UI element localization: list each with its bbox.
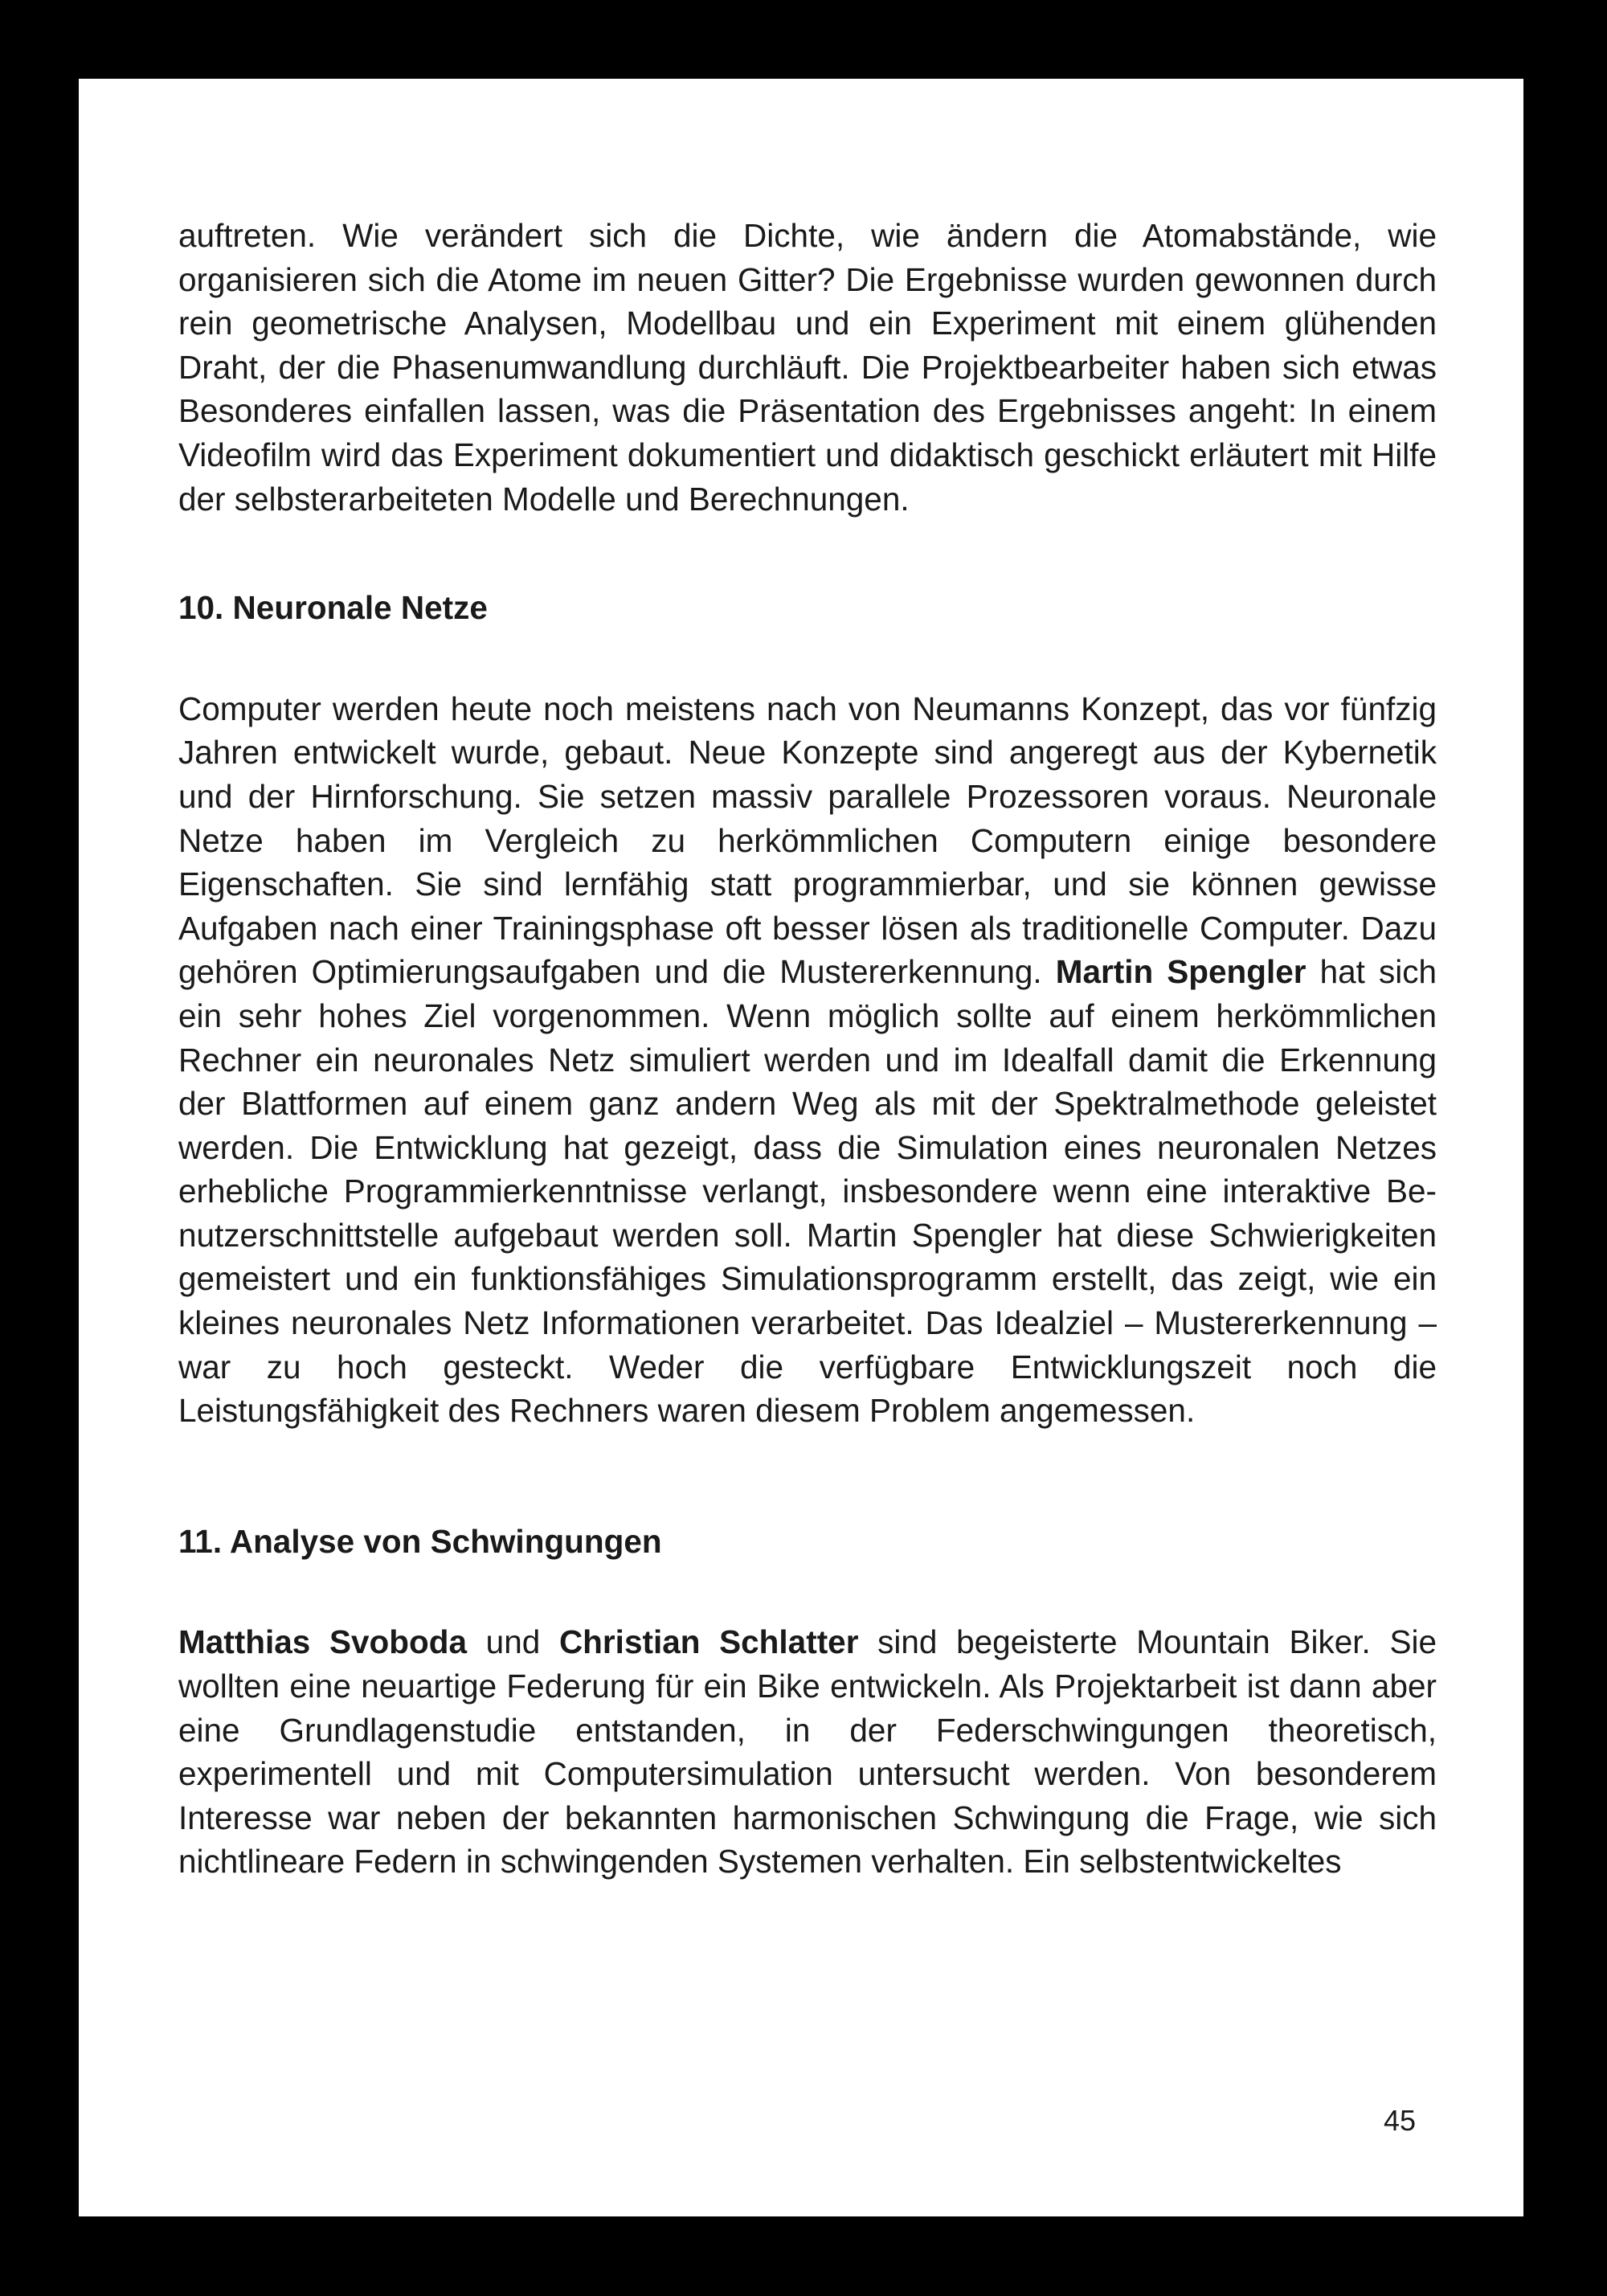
section-11-text: sind begeisterte Mountain Biker. Sie wollten eine neuartige Federung für ein Bike entwickeln. Als Projektarbeit ist dann aber eine Grundlagenstudie entstanden, in der Federschwingungen theoretisch, experimentell und mit Computersimulation untersucht werden. Von besonderem Interesse war neben der bekannten harmonischen Schwingung die Frage, wie sich nichtlineare Federn in schwingenden Systemen verhalten. Ein selbstentwickeltes: [178, 1623, 1437, 1881]
section-10-text-after: hat sich ein sehr hohes Ziel vorgenommen. Wenn möglich sollte auf einem herkömmlichen Rechner ein neuronales Netz simuliert werden und im Idealfall damit die Erkennung der Blattformen auf einem ganz andern Weg als mit der Spektralmethode geleistet werden. Die Entwicklung hat gezeigt, dass die Simulation eines neuronalen Netzes erhebliche Programmierkenntnisse verlangt, insbesondere wenn eine interaktive Benutzerschnittstelle aufgebaut werden soll. Martin Spengler hat diese Schwierigkeiten gemeistert und ein funktionsfähiges Simulationsprogramm erstellt, das zeigt, wie ein kleines neuronales Netz Informationen verarbeitet. Das Idealziel – Mustererkennung – war zu hoch gesteckt. Weder die verfügbare Entwicklungszeit noch die Leistungsfähigkeit des Rechners waren diesem Problem angemessen.: [178, 953, 1437, 1430]
page-number: 45: [1383, 2104, 1416, 2137]
author-name-svoboda: Matthias Svoboda: [178, 1623, 467, 1661]
document-page: [79, 79, 1523, 2216]
section-11-heading: 11. Analyse von Schwingungen: [178, 1522, 662, 1560]
section-10-text-before: Computer werden heute noch meistens nach von Neumanns Konzept, das vor fünfzig Jahren entwickelt wurde, gebaut. Neue Konzepte sind angeregt aus der Kybernetik und der Hirnforschung. Sie setzen massiv parallele Prozessoren voraus. Neuronale Netze haben im Vergleich zu herkömmlichen Computern einige besondere Eigenschaften. Sie sind lernfähig statt programmierbar, und sie können gewisse Aufgaben nach einer Trainingsphase oft besser lösen als traditionelle Computer. Dazu gehören Optimierungsaufgaben und die Mustererkennung.: [178, 690, 1437, 991]
section-10-paragraph: [178, 687, 1437, 1433]
section-11-connector: und: [466, 1623, 559, 1661]
intro-paragraph: [178, 214, 1437, 521]
author-name-schlatter: Christian Schlatter: [558, 1623, 859, 1661]
intro-text: auftreten. Wie verändert sich die Dichte, wie ändern die Atomabstände, wie organisieren sich die Atome im neuen Gitter? Die Ergebnisse wurden gewonnen durch rein geometrische Analysen, Modellbau und ein Experiment mit einem glühenden Draht, der die Phasenumwandlung durchläuft. Die Projektbearbeiter haben sich etwas Besonderes einfallen lassen, was die Präsentation des Ergebnisses angeht: In einem Videofilm wird das Experiment dokumentiert und didaktisch geschickt erläutert mit Hilfe der selbsterarbeiteten Modelle und Berechnungen.: [178, 217, 1437, 518]
section-11-paragraph: [178, 1620, 1437, 1884]
author-name-spengler: Martin Spengler: [1055, 953, 1306, 991]
section-10-heading: 10. Neuronale Netze: [178, 589, 488, 627]
page-content: [178, 214, 1437, 1884]
